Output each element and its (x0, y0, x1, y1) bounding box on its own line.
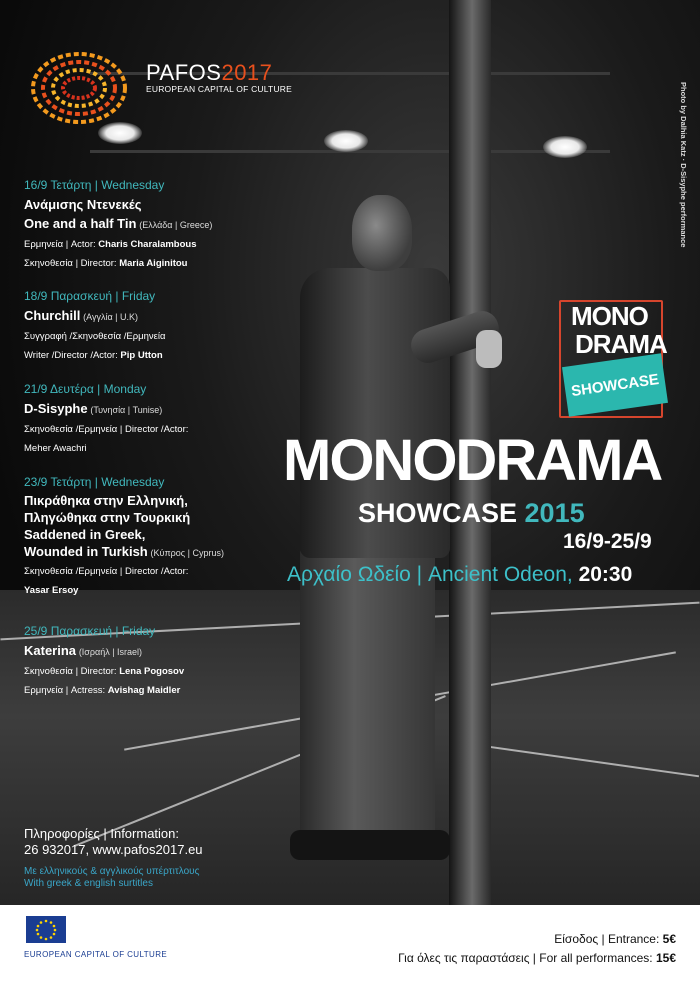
figure-legs (300, 545, 435, 845)
credit-label: Σκηνοθεσία | Director: (24, 258, 120, 269)
figure-hand (476, 330, 502, 368)
event-title: Churchill (24, 308, 81, 323)
eu-caption: EUROPEAN CAPITAL OF CULTURE (24, 950, 168, 959)
event-title: Ανάμισης Ντενεκές (24, 197, 142, 212)
credit-label: Σκηνοθεσία /Ερμηνεία | Director /Actor: (24, 566, 189, 577)
event-title-en: Saddened in Greek, (24, 527, 146, 542)
event-date: 18/9 Παρασκευή | Friday (24, 289, 156, 303)
entrance-price: Είσοδος | Entrance: 5€ (554, 932, 676, 946)
credit-name: Avishag Maidler (107, 685, 181, 696)
info-block (24, 826, 203, 858)
credit-name: Lena Pogosov (119, 666, 185, 677)
event-date: 25/9 Παρασκευή | Friday (24, 624, 156, 638)
program-event (24, 380, 188, 458)
main-dates: 16/9-25/9 (563, 530, 652, 553)
event-country: (Ισραήλ | Israel) (78, 647, 143, 657)
credit-name: Pip Utton (120, 350, 163, 361)
event-title: Πληγώθηκα στην Τουρκική (24, 510, 191, 525)
program-event (24, 287, 165, 365)
monodrama-badge (559, 300, 671, 425)
pafos2017-logo-icon (28, 50, 130, 126)
figure-shoes (290, 830, 450, 860)
credit-label: Σκηνοθεσία /Ερμηνεία | Director /Actor: (24, 424, 189, 435)
figure-head (352, 195, 412, 271)
event-country: (Τυνησία | Tunise) (90, 405, 163, 415)
credit-label: Σκηνοθεσία | Director: (24, 666, 120, 677)
logo-name: PAFOS2017 (146, 60, 273, 85)
eu-flag-icon (26, 916, 66, 943)
logo-subtitle: EUROPEAN CAPITAL OF CULTURE (146, 84, 292, 94)
credit-name: Meher Awachri (24, 443, 87, 454)
credit-name: Maria Aiginitou (119, 258, 188, 269)
info-label: Πληροφορίες | Information: (24, 826, 179, 841)
surtitles-gr: Με ελληνικούς & αγγλικούς υπέρτιτλους (24, 866, 200, 877)
event-country: (Ελλάδα | Greece) (139, 220, 213, 230)
info-contact: 26 932017, www.pafos2017.eu (24, 842, 203, 857)
main-subtitle: SHOWCASE 2015 (358, 498, 585, 528)
event-date: 21/9 Δευτέρα | Monday (24, 382, 147, 396)
footer (0, 905, 700, 983)
credit-label: Ερμηνεία | Actor: (24, 239, 99, 250)
badge-line2: DRAMA (575, 329, 667, 359)
event-title-en: One and a half Tin (24, 216, 137, 231)
stage-light (324, 130, 368, 152)
badge-line1: MONO (571, 301, 648, 331)
surtitles-note (24, 866, 199, 890)
credit-label: Writer /Director /Actor: (24, 350, 121, 361)
event-country: (Κύπρος | Cyprus) (150, 548, 224, 558)
event-date: 23/9 Τετάρτη | Wednesday (24, 475, 165, 489)
stage-light (543, 136, 587, 158)
credit-name: Yasar Ersoy (24, 585, 79, 596)
program-event (24, 473, 224, 600)
event-date: 16/9 Τετάρτη | Wednesday (24, 178, 165, 192)
credit-name: Charis Charalambous (98, 239, 197, 250)
event-title: Katerina (24, 643, 77, 658)
photo-credit: Photo by Dalhia Katz · D-Sisyphe performance (679, 82, 688, 248)
event-title: D-Sisyphe (24, 401, 88, 416)
main-title: MONODRAMA (283, 428, 662, 493)
main-venue: Αρχαίο Ωδείο | Ancient Odeon, 20:30 (287, 563, 633, 586)
event-country: (Αγγλία | U.K) (83, 312, 139, 322)
program-event (24, 176, 212, 273)
credit-label: Συγγραφή /Σκηνοθεσία /Ερμηνεία (24, 331, 166, 342)
all-performances-price: Για όλες τις παραστάσεις | For all performances: 15€ (398, 951, 676, 965)
event-title: Πικράθηκα στην Ελληνική, (24, 493, 188, 508)
credit-label: Ερμηνεία | Actress: (24, 685, 108, 696)
badge-line3: SHOWCASE (562, 353, 668, 416)
surtitles-en: With greek & english surtitles (24, 878, 153, 889)
event-title-en: Wounded in Turkish (24, 544, 148, 559)
program-event (24, 622, 184, 700)
